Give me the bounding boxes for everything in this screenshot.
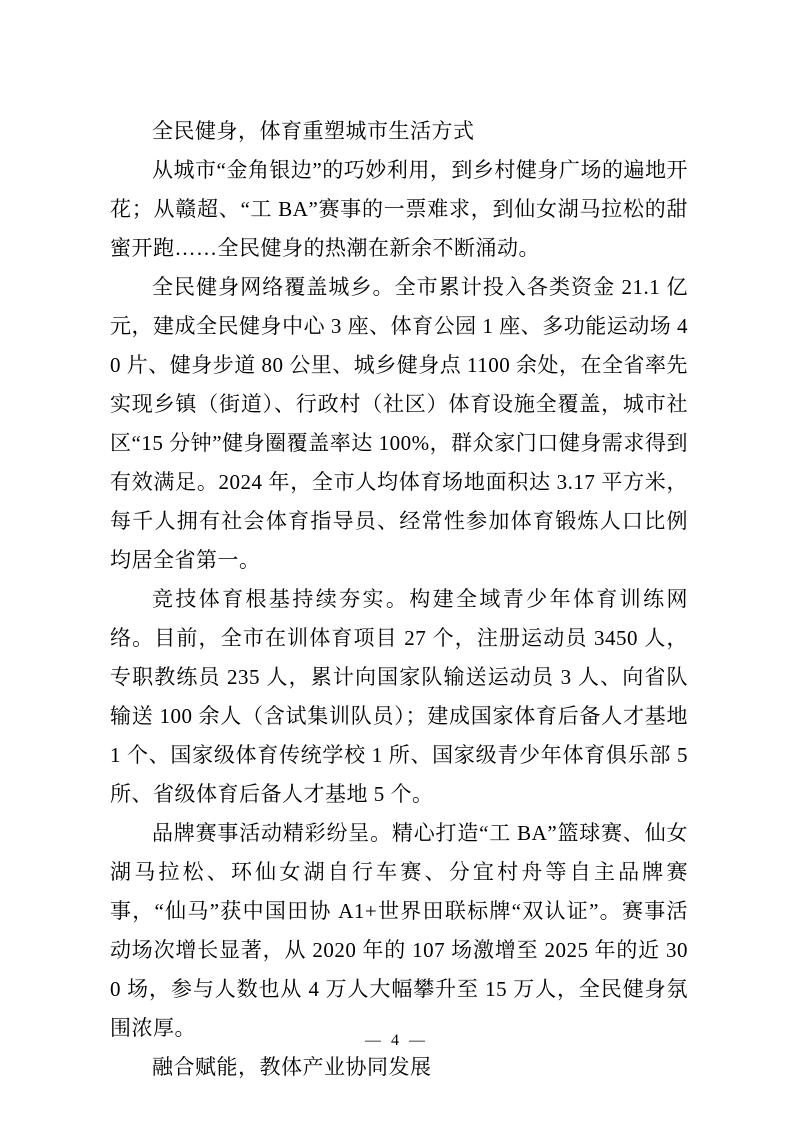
paragraph: 品牌赛事活动精彩纷呈。精心打造“工 BA”篮球赛、仙女湖马拉松、环仙女湖自行车赛、分宜村舟等自主品牌赛事，“仙马”获中国田协 A1+世界田联标牌“双认证”。赛事活动场次增长显著，从 2020 年的 107 场激增至 2025 年的近 300 场，参与人数也从 4 万人大幅攀升至 15 万人，全民健身氛围浓厚。 <box>110 821 688 1040</box>
paragraph: 从城市“金角银边”的巧妙利用，到乡村健身广场的遍地开花；从赣超、“工 BA”赛事的一票难求，到仙女湖马拉松的甜蜜开跑……全民健身的热潮在新余不断涌动。 <box>110 158 688 260</box>
section-heading: 融合赋能，教体产业协同发展 <box>152 1055 432 1079</box>
paragraph: 竞技体育根基持续夯实。构建全域青少年体育训练网络。目前，全市在训体育项目 27 个，注册运动员 3450 人，专职教练员 235 人，累计向国家队输送运动员 3 人、向省队输送 100 余人（含试集训队员）；建成国家体育后备人才基地 1 个、国家级体育传统学校 1 所、国家级青少年体育俱乐部 5 所、省级体育后备人才基地 5 个。 <box>110 587 688 806</box>
paragraph: 全民健身网络覆盖城乡。全市累计投入各类资金 21.1 亿元，建成全民健身中心 3 座、体育公园 1 座、多功能运动场 40 片、健身步道 80 公里、城乡健身点 1100 余处，在全省率先实现乡镇（街道）、行政村（社区）体育设施全覆盖，城市社区“15 分钟”健身圈覆盖率达 100%，群众家门口健身需求得到有效满足。2024 年，全市人均体育场地面积达 3.17 平方米，每千人拥有社会体育指导员、经常性参加体育锻炼人口比例均居全省第一。 <box>110 275 688 572</box>
document-body <box>110 112 688 1087</box>
page-number: — 4 — <box>365 1032 428 1049</box>
section-heading: 全民健身，体育重塑城市生活方式 <box>152 119 475 143</box>
